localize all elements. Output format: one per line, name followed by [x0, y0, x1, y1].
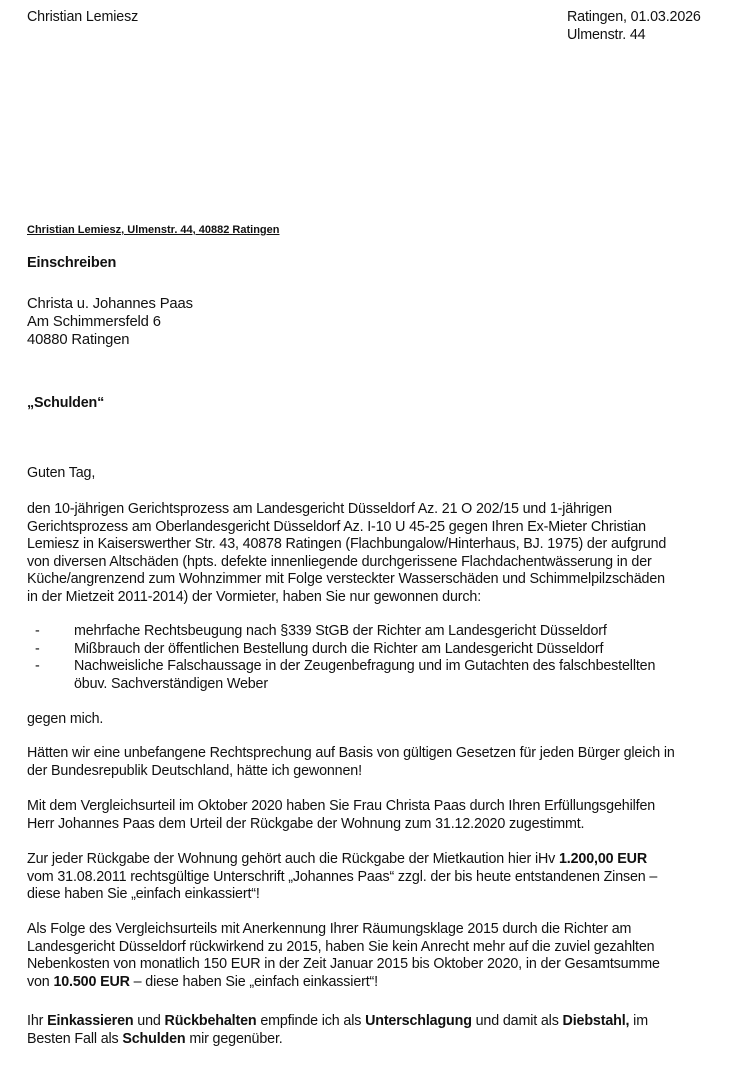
recipient-street: Am Schimmersfeld 6: [27, 313, 161, 330]
bold-term: Einkassieren: [47, 1013, 134, 1029]
sender-name: Christian Lemiesz: [27, 9, 139, 25]
text-run: mir gegenüber.: [185, 1030, 283, 1047]
text-run: empfinde ich als: [256, 1013, 366, 1029]
text-line: Nebenkosten von monatlich 150 EUR in der Zeit Januar 2015 bis Oktober 2020, in der Gesamtsumme: [27, 956, 660, 973]
dash-bullet-icon: -: [35, 623, 40, 639]
text-run: und damit als: [471, 1013, 563, 1029]
bold-term: Schulden: [122, 1030, 186, 1047]
paragraph-settlement: [27, 798, 732, 833]
sender-street: Ulmenstr. 44: [567, 26, 646, 43]
bold-term: Rückbehalten: [164, 1013, 257, 1029]
recipient-name: Christa u. Johannes Paas: [27, 296, 193, 312]
list-item-text: Mißbrauch der öffentlichen Bestellung durch die Richter am Landesgericht Düsseldorf: [74, 640, 604, 657]
greeting: Guten Tag,: [27, 465, 96, 481]
text-line: Hätten wir eine unbefangene Rechtsprechung auf Basis von gültigen Gesetzen für jeden Bürger gleich in: [27, 745, 675, 761]
paragraph-utilities: [27, 921, 732, 991]
paragraph-lawsuit: [27, 501, 732, 607]
return-address-line: Christian Lemiesz, Ulmenstr. 44, 40882 Ratingen: [27, 224, 280, 236]
text-line: Mit dem Vergleichsurteil im Oktober 2020 haben Sie Frau Christa Paas durch Ihren Erfüllungsgehilfen: [27, 798, 656, 814]
text-line: [27, 974, 732, 992]
paragraph-jurisdiction: [27, 745, 732, 780]
accusation-list: [27, 623, 732, 693]
bold-term: Unterschlagung: [365, 1013, 472, 1029]
text-line: Als Folge des Vergleichsurteils mit Anerkennung Ihrer Räumungsklage 2015 durch die Richter am: [27, 921, 632, 937]
recipient-address: [27, 296, 193, 349]
mail-type: Einschreiben: [27, 255, 117, 271]
text-line: Herr Johannes Paas dem Urteil der Rückgabe der Wohnung zum 31.12.2020 zugestimmt.: [27, 815, 585, 832]
text-run: Ihr: [27, 1013, 48, 1029]
place-date: Ratingen, 01.03.2026: [567, 9, 701, 25]
paragraph-against-me: gegen mich.: [27, 711, 104, 727]
list-item: [27, 623, 732, 641]
text-run: von: [27, 973, 54, 990]
text-run: Besten Fall als: [27, 1030, 123, 1047]
list-item: [27, 658, 732, 693]
text-line: von diversen Altschäden (hpts. defekte innenliegende durchgerissene Flachdachentwässerung in der: [27, 553, 652, 570]
text-run: im: [629, 1013, 648, 1029]
text-run: Zur jeder Rückgabe der Wohnung gehört auch die Rückgabe der Mietkaution hier iHv: [27, 851, 559, 867]
text-line: diese haben Sie „einfach einkassiert“!: [27, 886, 260, 903]
text-run: – diese haben Sie „einfach einkassiert“!: [129, 973, 378, 990]
paragraph-conclusion: [27, 1013, 732, 1048]
text-run: und: [133, 1013, 165, 1029]
text-line: Lemiesz in Kaiserswerther Str. 43, 40878 Ratingen (Flachbungalow/Hinterhaus, BJ. 1975) der aufgrund: [27, 536, 667, 553]
sender-place-date-block: [567, 9, 701, 44]
dash-bullet-icon: -: [35, 658, 40, 675]
text-line: den 10-jährigen Gerichtsprozess am Landesgericht Düsseldorf Az. 21 O 202/15 und 1-jährigen: [27, 501, 612, 517]
list-item: [27, 641, 732, 659]
text-line: Gerichtsprozess am Oberlandesgericht Düsseldorf Az. I-10 U 45-25 gegen Ihren Ex-Mieter Christian: [27, 518, 646, 535]
text-line: in der Mietzeit 2011-2014) der Vormieter, haben Sie nur gewonnen durch:: [27, 588, 482, 605]
paragraph-deposit: [27, 851, 732, 904]
text-line: der Bundesrepublik Deutschland, hätte ich gewonnen!: [27, 762, 362, 779]
text-line: [27, 1013, 732, 1031]
recipient-city: 40880 Ratingen: [27, 331, 130, 348]
text-line: vom 31.08.2011 rechtsgültige Unterschrift „Johannes Paas“ zzgl. der bis heute entstandenen Zinsen –: [27, 868, 658, 885]
subject-line: „Schulden“: [27, 395, 105, 411]
text-line: Landesgericht Düsseldorf rückwirkend zu 2015, haben Sie kein Anrecht mehr auf die zuviel gezahlten: [27, 938, 655, 955]
list-item-text: Nachweisliche Falschaussage in der Zeugenbefragung und im Gutachten des falschbestellten: [74, 658, 656, 675]
list-item-text: mehrfache Rechtsbeugung nach §339 StGB der Richter am Landesgericht Düsseldorf: [74, 623, 607, 639]
text-line: [27, 851, 732, 869]
list-item-text: öbuv. Sachverständigen Weber: [74, 675, 268, 692]
bold-term: Diebstahl,: [562, 1013, 630, 1029]
dash-bullet-icon: -: [35, 640, 40, 657]
deposit-amount: 1.200,00 EUR: [558, 851, 647, 867]
text-line: [27, 1031, 732, 1049]
text-line: Küche/angrenzend zum Wohnzimmer mit Folge versteckter Wasserschäden und Schimmelpilzschäden: [27, 571, 665, 588]
utilities-total-amount: 10.500 EUR: [53, 973, 130, 990]
